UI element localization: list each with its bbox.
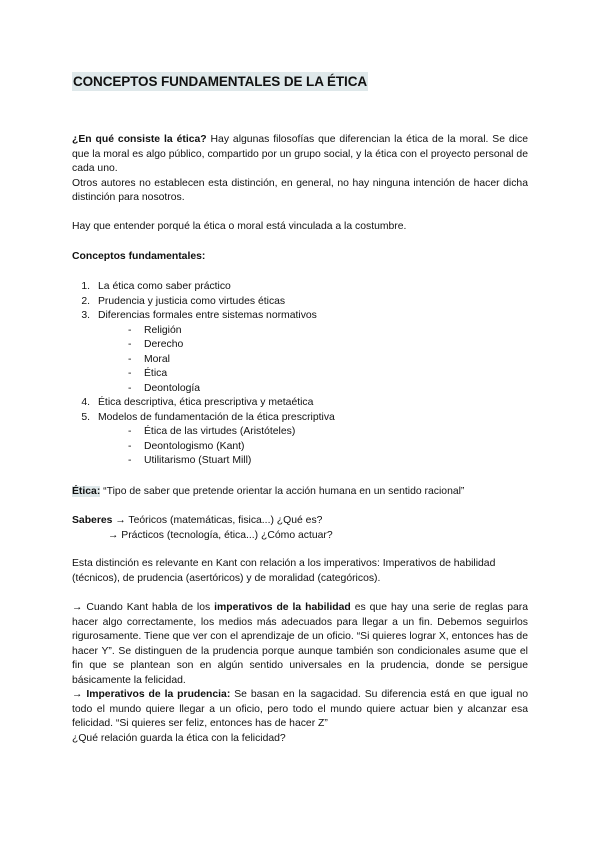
sub-list-item: [0, 324, 600, 339]
sub-list-item-label: Derecho: [144, 339, 184, 350]
list-number: 3.: [81, 310, 90, 321]
intro-paragraph-2: Otros autores no establecen esta distinción, en general, no hay ninguna intención de hacer dicha distinción para nosotros.: [72, 177, 528, 203]
sub-list-item-label: Religión: [144, 324, 182, 336]
definition-text: “Tipo de saber que pretende orientar la acción humana en un sentido racional”: [100, 486, 465, 497]
dash-bullet: -: [128, 426, 132, 437]
list-number: 1.: [81, 281, 90, 292]
list-item: [0, 309, 600, 324]
list-item: [0, 411, 600, 426]
sub-list-item: [0, 454, 600, 469]
list-item-label: Diferencias formales entre sistemas normativos: [98, 310, 317, 321]
sub-list-item-label: Deontología: [144, 382, 201, 394]
saberes-line-1: → Teóricos (matemáticas, fisica...) ¿Qué es?: [112, 515, 323, 526]
list-item: [0, 396, 600, 411]
list-item-label: Ética descriptiva, ética prescriptiva y metaética: [98, 397, 314, 408]
sub-list-item: [0, 440, 600, 455]
list-number: 4.: [81, 397, 90, 408]
closing-question: ¿Qué relación guarda la ética con la felicidad?: [72, 732, 286, 744]
sub-list-item: [0, 425, 600, 440]
prudencia-term: Imperativos de la prudencia:: [86, 689, 231, 700]
sub-list-item: [0, 367, 600, 382]
sub-list-item: [0, 353, 600, 368]
sub-list-item-label: Utilitarismo (Stuart Mill): [144, 455, 252, 466]
list-number: 5.: [81, 411, 90, 423]
list-item-label: Modelos de fundamentación de la ética prescriptiva: [98, 411, 335, 423]
habilidad-paragraph: [72, 601, 528, 688]
sub-list-item-label: Deontologismo (Kant): [144, 440, 245, 452]
sub-list-item-label: Ética de las virtudes (Aristóteles): [144, 426, 296, 437]
dash-bullet: -: [128, 324, 132, 336]
concepts-heading: Conceptos fundamentales:: [72, 251, 206, 262]
definition: [72, 485, 528, 500]
habilidad-text: es que hay una serie de reglas para hacer algo correctamente, los medios más adecuados para llegar a un fin. Debemos seguirlos rigurosamente. Tiene que ver con el aprendizaje de un oficio. “Si quieres lograr X, entonces has de hacer Y”. Se distinguen de la prudencia porque aunque también son condicionales asume que el fin que se plantean son en algún sentido universales en la prudencia, donde se persigue básicamente la felicidad.: [72, 602, 528, 686]
list-item: [0, 280, 600, 295]
intro-section: [72, 133, 528, 235]
dash-bullet: -: [128, 382, 132, 394]
prudencia-text: Se basan en la sagacidad. Su diferencia está en que igual no todo el mundo quiere llegar a un oficio, pero todo el mundo quiere actuar bien y alcanzar esa felicidad. “Si quieres ser feliz, entonces has de hacer Z”: [72, 689, 528, 729]
page-title: CONCEPTOS FUNDAMENTALES DE LA ÉTICA: [73, 74, 368, 89]
sub-list-item: [0, 382, 600, 397]
intro-text: Hay algunas filosofías que diferencian la ética de la moral. Se dice que la moral es algo público, compartido por un grupo social, y la ética con el proyecto personal de cada uno.: [72, 134, 528, 174]
intro-question: ¿En qué consiste la ética?: [72, 134, 207, 145]
list-number: 2.: [81, 295, 90, 307]
sub-list-item-label: Ética: [144, 368, 168, 379]
dash-bullet: -: [128, 440, 132, 452]
saberes-line-2: → Prácticos (tecnología, ética...) ¿Cómo actuar?: [108, 529, 333, 541]
list-item-label: Prudencia y justicia como virtudes éticas: [98, 295, 286, 307]
kant-intro: Esta distinción es relevante en Kant con relación a los imperativos: Imperativos de habilidad (técnicos), de prudencia (asertóricos) y de moralidad (categóricos).: [72, 558, 496, 584]
dash-bullet: -: [128, 339, 132, 350]
sub-list-item-label: Moral: [144, 353, 170, 365]
prudencia-paragraph: [72, 688, 528, 732]
saberes-term: Saberes: [72, 515, 113, 526]
list-item: [0, 295, 600, 310]
intro-paragraph: [72, 133, 528, 177]
dash-bullet: -: [128, 455, 132, 466]
habilidad-term: imperativos de la habilidad: [214, 602, 351, 613]
arrow-text: →: [72, 689, 87, 700]
imperatives-section: [72, 601, 528, 746]
dash-bullet: -: [128, 353, 132, 365]
list-item-label: La ética como saber práctico: [98, 281, 231, 292]
sub-list-item: [0, 338, 600, 353]
dash-bullet: -: [128, 368, 132, 379]
definition-term: Ética:: [72, 486, 101, 497]
saberes: [72, 514, 528, 543]
concepts-list: [0, 280, 600, 469]
arrow-text: → Cuando Kant habla de los: [72, 602, 215, 613]
intro-paragraph-3: Hay que entender porqué la ética o moral está vinculada a la costumbre.: [72, 221, 407, 232]
